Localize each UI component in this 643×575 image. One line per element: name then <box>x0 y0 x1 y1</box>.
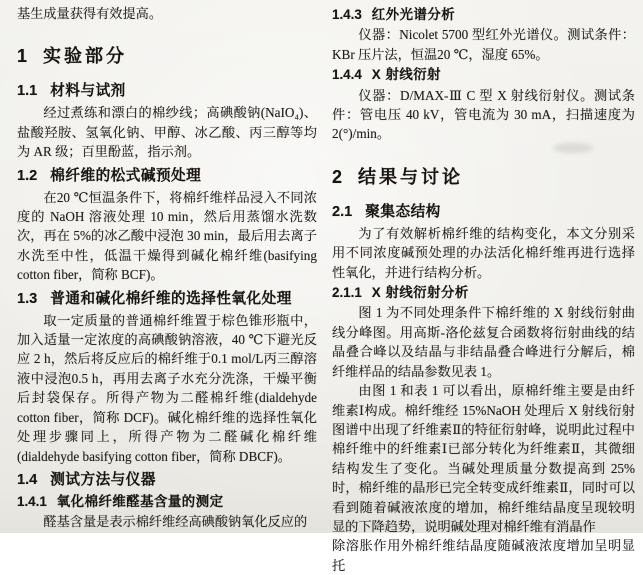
subsubsection-heading <box>17 492 317 511</box>
heading-number: 2.1 <box>332 203 353 220</box>
subsection-heading <box>17 166 317 186</box>
heading-title: 棉纤维的松式碱预处理 <box>50 167 202 184</box>
paragraph: 醛基含量是表示棉纤维经高碘酸钠氧化反应的 <box>43 514 308 530</box>
section-heading <box>17 44 317 68</box>
heading-title: 实验部分 <box>43 46 128 67</box>
heading-number: 1.4 <box>17 471 38 488</box>
heading-title: 红外光谱分析 <box>371 7 456 22</box>
clipped-line: 除溶胀作用外棉纤维结晶度随碱液浓度增加呈明显托 <box>332 538 635 573</box>
left-column <box>17 4 317 533</box>
subsection-heading <box>17 470 317 490</box>
heading-number: 1.4.3 <box>332 7 362 22</box>
heading-number: 2.1.1 <box>332 285 362 301</box>
paragraph: 基生成量获得有效提高。 <box>17 6 163 21</box>
heading-number: 1.2 <box>17 167 38 184</box>
heading-number: 2 <box>332 166 343 187</box>
scan-smudge-artifact <box>553 143 593 153</box>
heading-title: 聚集态结构 <box>365 203 441 220</box>
heading-title: 结果与讨论 <box>358 166 464 187</box>
heading-number: 1 <box>17 46 28 67</box>
heading-title: 普通和碱化棉纤维的选择性氧化处理 <box>50 290 292 307</box>
paragraph: 经过煮练和漂白的棉纱线；高碘酸钠(NaIO₄)、盐酸羟胺、氢氧化钠、甲醇、冰乙酸、丙三醇等均为 AR 级；百里酚蓝，指示剂。 <box>17 105 317 160</box>
heading-title: 氧化棉纤维醛基含量的测定 <box>56 493 224 509</box>
paragraph: 图 1 为不同处理条件下棉纤维的 X 射线衍射曲线分峰图。用高斯-洛伦兹复合函数将衍射曲线的结晶叠合峰以及结晶与非结晶叠合峰进行分解后，棉纤维样品的结晶参数见表 1。 <box>332 305 635 379</box>
subsection-heading <box>17 81 317 101</box>
heading-title: 测试方法与仪器 <box>50 471 156 488</box>
paragraph: 在20 ℃恒温条件下，将棉纤维样品浸入不同浓度的 NaOH 溶液处理 10 min，然后用蒸馏水洗数次，再在 5%的冰乙酸中浸泡 30 min，最后用去离子水洗至中性，低温干燥得到碱化棉纤维(basifying cotton fiber，简称 BCF)。 <box>17 189 317 283</box>
paragraph: 仪器：D/MAX-Ⅲ C 型 X 射线衍射仪。测试条件：管电压 40 kV，管电流为 30 mA，扫描速度为 2(°)/min。 <box>332 87 635 142</box>
right-column <box>332 4 635 573</box>
subsubsection-heading <box>332 65 635 84</box>
heading-number: 1.4.4 <box>332 67 362 83</box>
subsection-heading <box>17 289 317 309</box>
paragraph: 为了有效解析棉纤维的结构变化，本文分别采用不同浓度碱预处理的办法活化棉纤维再进行选择性氧化，并进行结构分析。 <box>332 225 635 280</box>
paragraph: 仪器：Nicolet 5700 型红外光谱仪。测试条件：KBr 压片法，恒温20 ℃，湿度 65%。 <box>332 27 635 62</box>
heading-number: 1.1 <box>17 83 38 100</box>
paragraph: 取一定质量的普通棉纤维置于棕色锥形瓶中，加入适量一定浓度的高碘酸钠溶液，40 ℃下避光反应 2 h，然后将反应后的棉纤维于0.1 mol/L丙三醇溶液中浸泡0.5 h，再用去离子水充分洗涤，干燥平衡后封袋保存。所得产物为二醛棉纤维(dialdehyde cotton fiber，简称 DCF)。碱化棉纤维的选择性氧化处理步骤同上，所得产物为二醛碱化棉纤维(dialdehyde basifying cotton fiber，简称 DBCF)。 <box>17 312 317 464</box>
paragraph: 由图 1 和表 1 可以看出，原棉纤维主要是由纤维素Ⅰ构成。棉纤维经 15%NaOH 处理后 X 射线衍射图谱中出现了纤维素Ⅱ的特征衍射峰，说明此过程中棉纤维中的纤维素Ⅰ已部分转化为纤维素Ⅱ，其微细结构发生了变化。当碱处理质量分数提高到 25%时，棉纤维的晶形已完全转变成纤维素Ⅱ，同时可以看到随着碱液浓度的增加，棉纤维结晶度呈现较明显的下降趋势，说明碱处理对棉纤维有消晶作 <box>332 383 635 534</box>
subsubsection-heading <box>332 5 635 24</box>
subsection-heading <box>332 202 635 222</box>
heading-title: X 射线衍射分析 <box>371 285 469 301</box>
heading-number: 1.3 <box>17 290 38 307</box>
subsubsection-heading <box>332 283 635 302</box>
heading-number: 1.4.1 <box>17 493 47 509</box>
heading-title: 材料与试剂 <box>50 83 126 100</box>
heading-title: X 射线衍射 <box>371 67 442 83</box>
section-heading <box>332 165 635 189</box>
